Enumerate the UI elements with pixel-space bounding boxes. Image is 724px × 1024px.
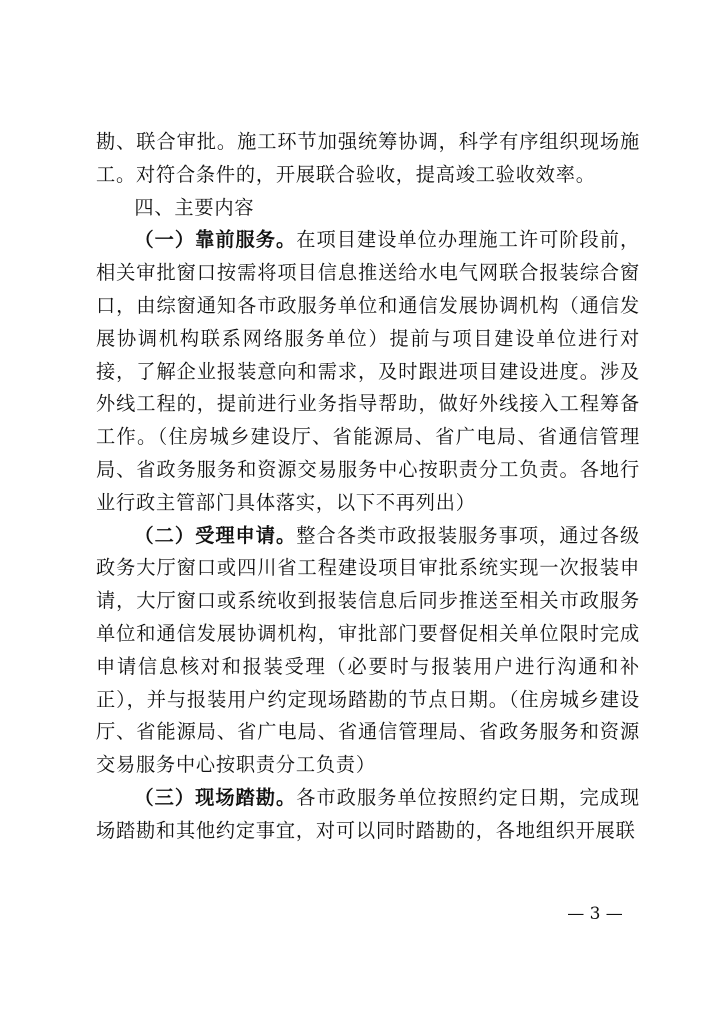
body-text [96,126,640,848]
paragraph-proactive-service [96,224,640,519]
paragraph-text: 勘、联合审批。施工环节加强统筹协调，科学有序组织现场施工。对符合条件的，开展联合验收，提高竣工验收效率。 [96,130,640,186]
page-number: — 3 — [567,904,623,924]
subheading-site-survey: （三）现场踏勘。 [134,785,297,809]
subheading-proactive-service: （一）靠前服务。 [134,228,297,252]
paragraph-accept-application [96,520,640,782]
section-title-main-content [96,192,640,225]
paragraph-text: 整合各类市政报装服务事项，通过各级政务大厅窗口或四川省工程建设项目审批系统实现一次报装申请，大厅窗口或系统收到报装信息后同步推送至相关市政服务单位和通信发展协调机构，审批部门要督促相关单位限时完成申请信息核对和报装受理（必要时与报装用户进行沟通和补正），并与报装用户约定现场踏勘的节点日期。（住房城乡建设厅、省能源局、省广电局、省通信管理局、省政务服务和资源交易服务中心按职责分工负责） [96,523,640,777]
paragraph-text: 各市政服务单位按照约定日期，完成现场踏勘和其他约定事宜，对可以同时踏勘的，各地组织开展联 [96,785,640,842]
paragraph-site-survey [96,782,640,848]
paragraph-continuation [96,126,640,192]
paragraph-text: 在项目建设单位办理施工许可阶段前，相关审批窗口按需将项目信息推送给水电气网联合报装综合窗口，由综窗通知各市政服务单位和通信发展协调机构（通信发展协调机构联系网络服务单位）提前与项目建设单位进行对接，了解企业报装意向和需求，及时跟进项目建设进度。涉及外线工程的，提前进行业务指导帮助，做好外线接入工程筹备工作。（住房城乡建设厅、省能源局、省广电局、省通信管理局、省政务服务和资源交易服务中心按职责分工负责。各地行业行政主管部门具体落实，以下不再列出） [96,228,640,514]
subheading-accept-application: （二）受理申请。 [134,523,297,547]
section-title-text: 四、主要内容 [134,195,255,219]
